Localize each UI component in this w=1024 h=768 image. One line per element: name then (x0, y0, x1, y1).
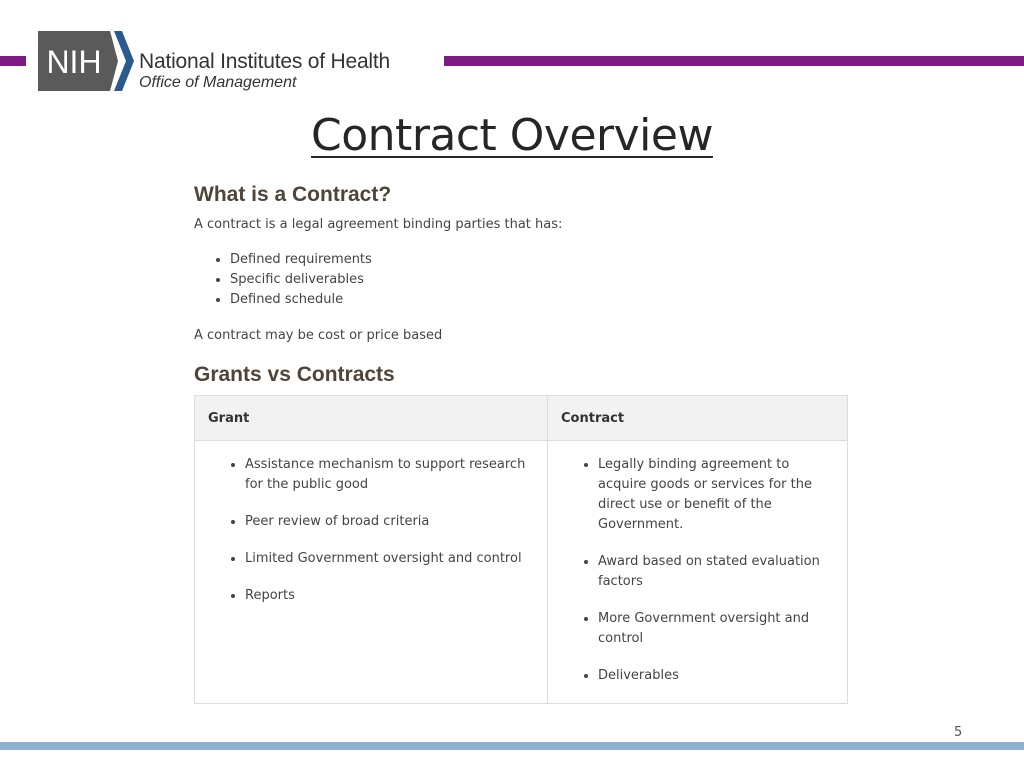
table-header-row (195, 396, 848, 441)
list-item: • Deliverables (598, 666, 833, 686)
list-item: • Reports (245, 586, 533, 606)
contract-cell (548, 441, 848, 704)
table-row (195, 441, 848, 704)
list-item: • Award based on stated evaluation factors (598, 552, 833, 592)
slide-content (194, 183, 848, 704)
nih-logo (38, 31, 438, 93)
org-name: National Institutes of Health (139, 50, 391, 73)
list-item: • Limited Government oversight and control (245, 549, 533, 569)
page-number: 5 (954, 725, 963, 740)
contract-items-list (548, 455, 847, 686)
contract-attributes-list (194, 250, 848, 310)
column-header-contract: Contract (548, 396, 848, 441)
grant-items-list (195, 455, 547, 606)
grant-cell (195, 441, 548, 704)
column-header-grant: Grant (195, 396, 548, 441)
logo-mark-text: NIH (46, 44, 102, 80)
office-name: Office of Management (139, 74, 297, 91)
header-accent-bar-left (0, 56, 26, 66)
header-accent-bar-right (444, 56, 1024, 66)
slide-title: Contract Overview (311, 110, 713, 161)
list-item: • Peer review of broad criteria (245, 512, 533, 532)
section-heading-grants-vs-contracts: Grants vs Contracts (194, 363, 395, 386)
contract-definition: A contract is a legal agreement binding parties that has: (194, 217, 563, 232)
list-item: • Specific deliverables (230, 270, 848, 290)
footer-accent-bar (0, 742, 1024, 750)
list-item: • Assistance mechanism to support research for the public good (245, 455, 533, 495)
nih-logo-mark-icon (38, 31, 134, 91)
contract-basis-note: A contract may be cost or price based (194, 328, 443, 343)
list-item: • Legally binding agreement to acquire goods or services for the direct use or benefit of the Government. (598, 455, 833, 535)
list-item: • Defined schedule (230, 290, 848, 310)
list-item: • Defined requirements (230, 250, 848, 270)
list-item: • More Government oversight and control (598, 609, 833, 649)
grants-vs-contracts-table (194, 395, 848, 704)
section-heading-what-is-contract: What is a Contract? (194, 183, 392, 206)
